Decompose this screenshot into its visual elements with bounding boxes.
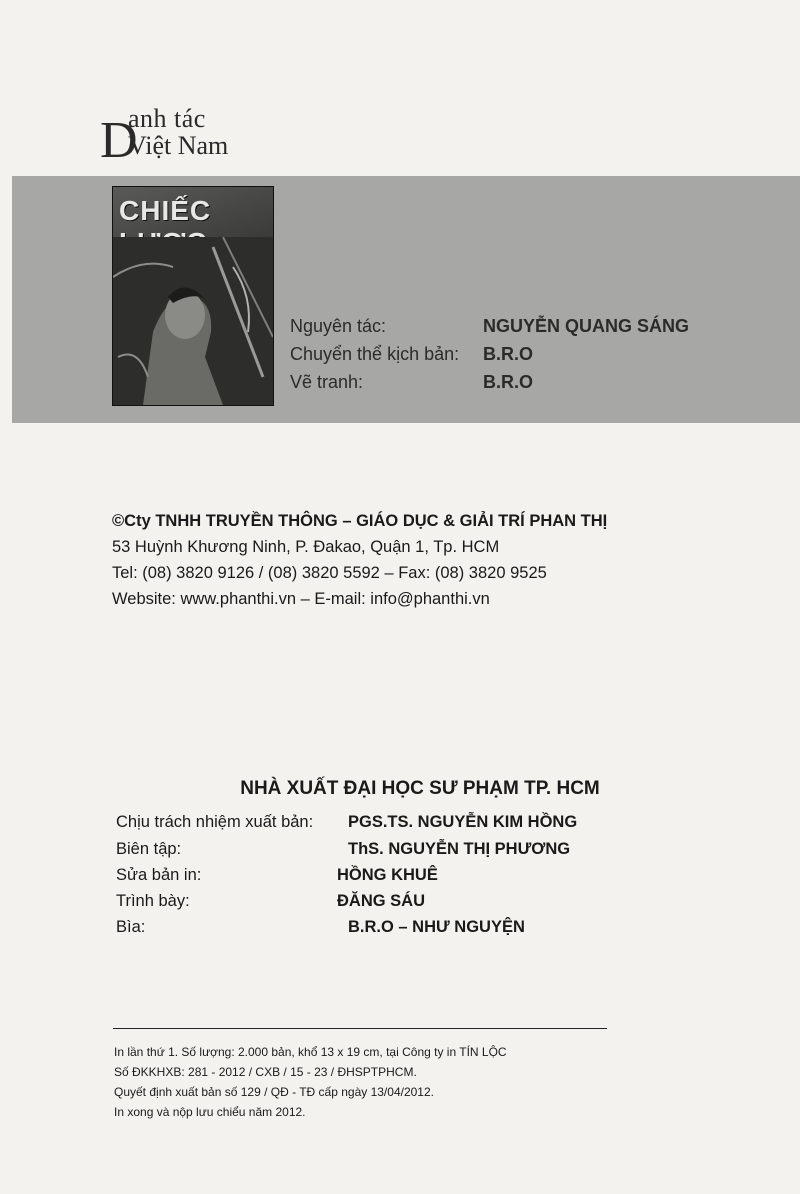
- credit-value: B.R.O: [483, 372, 534, 392]
- staff-label: Trình bày:: [116, 892, 190, 910]
- staff-label: Bìa:: [116, 918, 146, 936]
- company-phone: Tel: (08) 3820 9126 / (08) 3820 5592 – Fax: (08) 3820 9525: [112, 564, 547, 582]
- print-line: Quyết định xuất bản số 129 / QĐ - TĐ cấp ngày 13/04/2012.: [114, 1085, 434, 1099]
- credit-value: NGUYỄN QUANG SÁNG: [483, 316, 690, 336]
- staff-label: Chịu trách nhiệm xuất bản:: [116, 813, 314, 831]
- staff-value: ĐĂNG SÁU: [337, 892, 426, 910]
- footer-divider: [113, 1028, 607, 1029]
- print-line: Số ĐKKHXB: 281 - 2012 / CXB / 15 - 23 / ĐHSPTPHCM.: [114, 1065, 417, 1079]
- staff-value: PGS.TS. NGUYỄN KIM HỒNG: [348, 813, 578, 831]
- staff-value: B.R.O – NHƯ NGUYỆN: [348, 918, 525, 936]
- company-web: Website: www.phanthi.vn – E-mail: info@phanthi.vn: [112, 590, 490, 608]
- staff-value: ThS. NGUYỄN THỊ PHƯƠNG: [348, 840, 571, 858]
- company-info: [112, 508, 607, 612]
- credit-value: B.R.O: [483, 344, 534, 364]
- credit-label: Nguyên tác:: [290, 316, 387, 336]
- credit-label: Chuyển thể kịch bản:: [290, 344, 460, 364]
- publisher-title: NHÀ XUẤT ĐẠI HỌC SƯ PHẠM TP. HCM: [240, 778, 600, 799]
- cover-title: CHIẾC: [119, 195, 212, 226]
- book-cover-image: [112, 186, 274, 406]
- cover-illustration: [113, 237, 273, 405]
- print-line: In xong và nộp lưu chiểu năm 2012.: [114, 1105, 306, 1119]
- credit-label: Vẽ tranh:: [290, 372, 364, 392]
- print-line: In lần thứ 1. Số lượng: 2.000 bản, khổ 13 x 19 cm, tại Công ty in TÍN LỘC: [114, 1045, 507, 1059]
- staff-label: Sửa bản in:: [116, 866, 202, 884]
- logo-line-2: Việt Nam: [128, 131, 229, 160]
- staff-value: HỒNG KHUÊ: [337, 866, 438, 884]
- company-name: ©Cty TNHH TRUYỀN THÔNG – GIÁO DỤC & GIẢI TRÍ PHAN THỊ: [112, 512, 608, 530]
- publisher-logo: [100, 100, 280, 180]
- staff-label: Biên tập:: [116, 840, 182, 858]
- print-info: [114, 1042, 507, 1122]
- company-address: 53 Huỳnh Khương Ninh, P. Đakao, Quận 1, Tp. HCM: [112, 538, 500, 556]
- logo-initial: D: [100, 112, 138, 169]
- logo-line-1: anh tác: [128, 104, 206, 133]
